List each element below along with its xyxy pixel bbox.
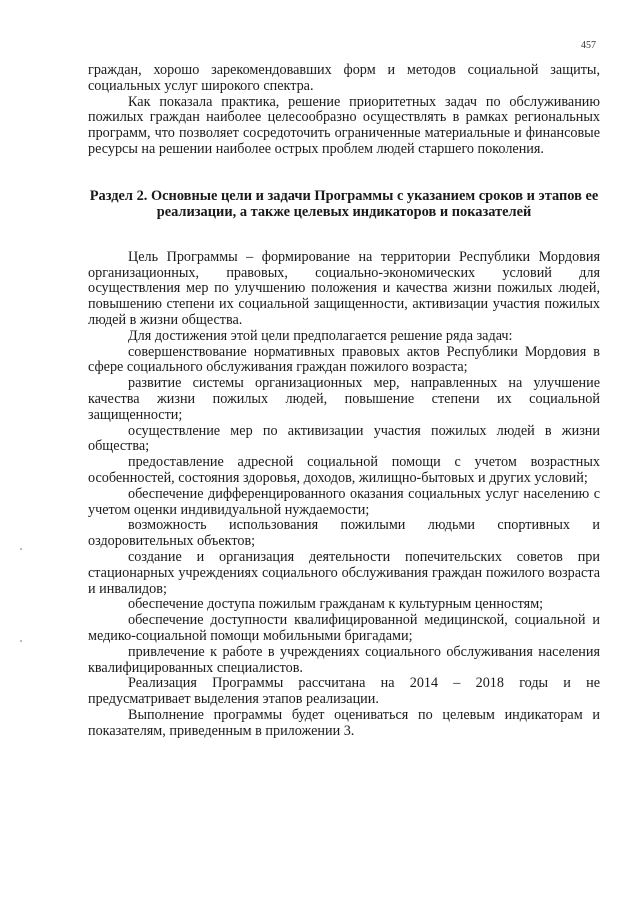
- task-item: привлечение к работе в учреждениях социального обслуживания населения квалифицированных специалистов.: [88, 643, 600, 676]
- task-item: совершенствование нормативных правовых актов Республики Мордовия в сфере социального обслуживания граждан пожилого возраста;: [88, 343, 600, 376]
- scan-speck: [20, 548, 22, 550]
- evaluation-paragraph: Выполнение программы будет оцениваться по целевым индикаторам и показателям, приведенным в приложении 3.: [88, 706, 600, 739]
- section-heading: Раздел 2. Основные цели и задачи Программы с указанием сроков и этапов ее реализации, а также целевых индикаторов и показателей: [89, 187, 599, 220]
- scan-speck: [20, 640, 22, 642]
- task-item: предоставление адресной социальной помощи с учетом возрастных особенностей, состояния здоровья, доходов, жилищно-бытовых и других условий;: [88, 454, 600, 486]
- task-item: возможность использования пожилыми людьми спортивных и оздоровительных объектов;: [88, 517, 600, 550]
- tasks-intro: Для достижения этой цели предполагается решение ряда задач:: [128, 327, 513, 344]
- task-item: обеспечение дифференцированного оказания социальных услуг населению с учетом оценки индивидуальной нуждаемости;: [88, 485, 600, 518]
- page-content: [88, 63, 600, 739]
- page-number: 457: [581, 40, 596, 51]
- task-item: осуществление мер по активизации участия пожилых людей в жизни общества;: [88, 422, 600, 455]
- task-item: обеспечение доступности квалифицированной медицинской, социальной и медико-социальной помощи мобильными бригадами;: [88, 612, 600, 644]
- intro-practice-paragraph: Как показала практика, решение приоритетных задач по обслуживанию пожилых граждан наиболее целесообразно осуществлять в рамках региональных программ, что позволяет сосредоточить ограниченные материальные и финансовые ресурсы на решении наиболее острых проблем людей старшего поколения.: [88, 93, 600, 157]
- intro-continuation: граждан, хорошо зарекомендовавших форм и методов социальной защиты, социальных услуг широкого спектра.: [88, 62, 600, 94]
- task-item: создание и организация деятельности попечительских советов при стационарных учреждениях социального обслуживания граждан пожилого возраста и инвалидов;: [88, 548, 600, 597]
- task-item: развитие системы организационных мер, направленных на улучшение качества жизни пожилых людей, повышение степени их социальной защищенности;: [88, 375, 600, 423]
- task-item: обеспечение доступа пожилым гражданам к культурным ценностям;: [128, 596, 544, 613]
- goal-paragraph: Цель Программы – формирование на территории Республики Мордовия организационных, правовых, социально-экономических условий для осуществления мер по улучшению положения и качества жизни пожилых людей, повышению степени их социальной защищенности, активизации участия пожилых людей в жизни общества.: [88, 248, 600, 328]
- implementation-paragraph: Реализация Программы рассчитана на 2014 – 2018 годы и не предусматривает выделения этапов реализации.: [88, 675, 600, 708]
